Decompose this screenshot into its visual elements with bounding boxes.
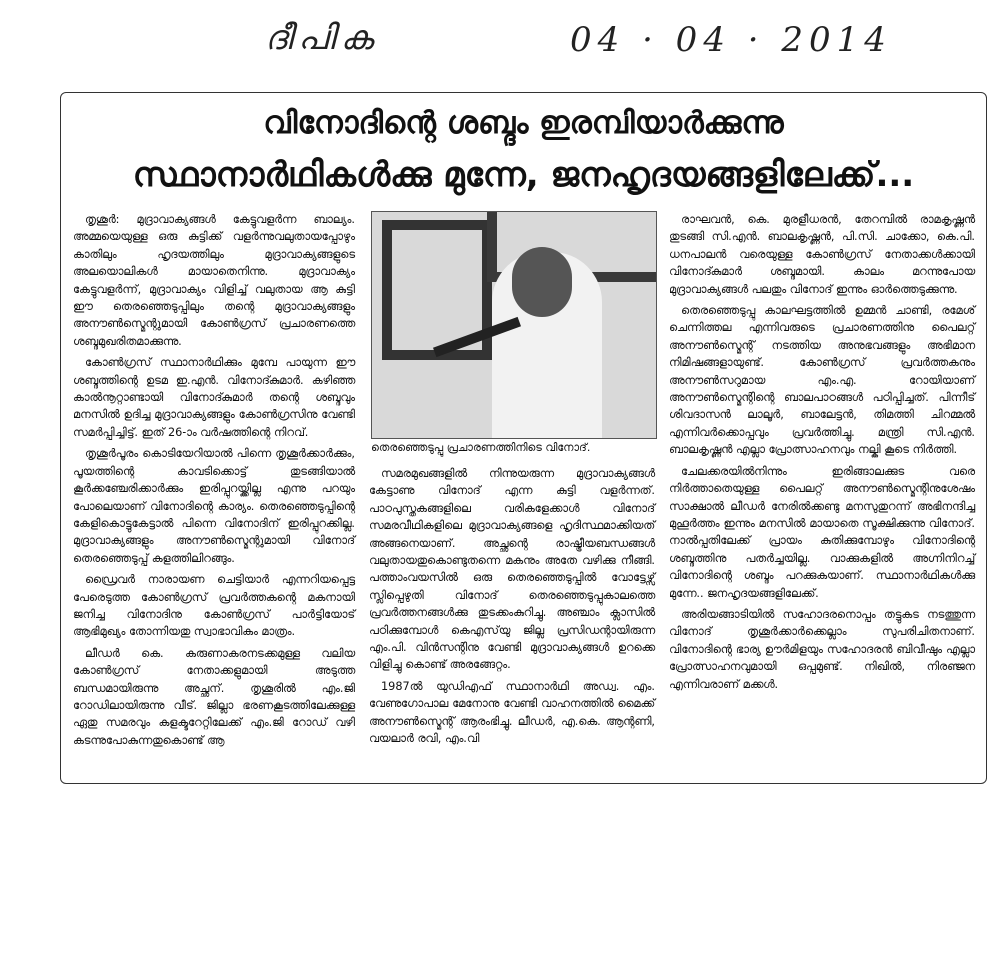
paragraph: തൃശൂർപൂരം കൊടിയേറിയാൽ പിന്നെ തൃശൂർക്കാർക്കും, പൂയത്തിന്റെ കാവടിക്കൊട്ട് തുടങ്ങിയാൽ കൂർക്കഞ്ചേരിക്കാർക്കും ഇരിപ്പുറയ്ക്കില്ല എന്നു പറയും പോലെയാണ് വിനോദിന്റെ കാര്യം. തെരഞ്ഞെടുപ്പിന്റെ കേളികൊട്ടുകേട്ടാൽ പിന്നെ വിനോദിന് ഇരിപ്പുറക്കില്ല. മുദ്രാവാക്യങ്ങളും അനൗൺസ്മെന്റുമായി വിനോദ് തെരഞ്ഞെടുപ്പ് കളത്തിലിറങ്ങും.: [73, 447, 355, 565]
paragraph: തെരഞ്ഞെടുപ്പു കാലഘട്ടത്തിൽ ഉമ്മൻ ചാണ്ടി, രമേശ് ചെന്നിത്തല എന്നിവരുടെ പ്രചാരണത്തിനു പൈലറ്റ് അനൗൺസ്മെന്റ് നടത്തിയ അനുഭവങ്ങളും അഭിമാന നിമിഷങ്ങളായുണ്ട്. കോൺഗ്രസ് പ്രവർത്തകനും അനൗൺസറുമായ എം.എ. റോയിയാണ് അനൗൺസ്മെന്റിന്റെ ബാലപാഠങ്ങൾ പഠിപ്പിച്ചത്. പിന്നീട് ശിവദാസൻ ലാലൂർ, ബാലേട്ടൻ, തിമത്തി ചിറമ്മൽ എന്നിവർക്കൊപ്പവും പ്രവർത്തിച്ചു. മന്ത്രി സി.എൻ. ബാലകൃഷ്ണൻ എല്ലാ പ്രോത്സാഹനവും നല്കി കൂടെ നിർത്തി.: [669, 304, 975, 457]
paragraph: കോൺഗ്രസ് സ്ഥാനാർഥിക്കും മുമ്പേ പായുന്ന ഈ ശബ്ദത്തിന്റെ ഉടമ ഇ.എൻ. വിനോദ്കുമാർ. കഴിഞ്ഞ കാൽനൂറ്റാണ്ടായി വിനോദ്കുമാർ തന്റെ ശബ്ദവും മനസിൽ ഉദിച്ച മുദ്രാവാക്യങ്ങളും കോൺഗ്രസിനു വേണ്ടി സമർപ്പിച്ചിട്ട്. ഇത് 26-ാം വർഷത്തിന്റെ നിറവ്.: [73, 356, 355, 439]
headline-line-1: വിനോദിന്റെ ശബ്ദം ഇരമ്പിയാർക്കുന്നു: [263, 105, 784, 141]
paragraph: സമരമുഖങ്ങളിൽ നിന്നുയരുന്ന മുദ്രാവാക്യങ്ങൾ കേട്ടാണു വിനോദ് എന്ന കുട്ടി വളർന്നത്. പാഠപുസ്തകങ്ങളിലെ വരികളേക്കാൾ വിനോദ് സമരവീഥികളിലെ മുദ്രാവാക്യങ്ങളെ ഹൃദിസ്ഥമാക്കിയത് അങ്ങനെയാണ്. അച്ഛന്റെ രാഷ്ട്രീയബന്ധങ്ങൾ വലുതായതുകൊണ്ടുതന്നെ മകനും അതേ വഴിക്കു നീങ്ങി. പത്താംവയസിൽ ഒരു തെരഞ്ഞെടുപ്പിൽ വോട്ടേഴ്സ് സ്ലിപ്പെഴുതി വിനോദ് തെരഞ്ഞെടുപ്പുകാലത്തെ പ്രവർത്തനങ്ങൾക്കു തുടക്കംകുറിച്ചു. അഞ്ചാം ക്ലാസിൽ പഠിക്കുമ്പോൾ കെഎസ്‌യു ജില്ല പ്രസിഡന്റായിരുന്ന എം.പി. വിൻസന്റിനു വേണ്ടി മുദ്രാവാക്യങ്ങൾ ഉറക്കെ വിളിച്ചു കൊണ്ട് അരങ്ങേറ്റം.: [369, 467, 655, 672]
person-head: [512, 247, 572, 317]
paragraph: അരിയങ്ങാടിയിൽ സഹോദരനൊപ്പം തട്ടുകട നടത്തുന്ന വിനോദ് തൃശൂർക്കാർക്കെല്ലാം സുപരിചിതനാണ്. വിനോദിന്റെ ഭാര്യ ഊർമിളയും സഹോദരൻ ബിവീഷും എല്ലാ പ്രോത്സാഹനവുമായി ഒപ്പമുണ്ട്. നിഖിൽ, നിരഞ്ജന എന്നിവരാണ് മക്കൾ.: [669, 607, 975, 691]
headline-line-2: സ്ഥാനാർഥികൾക്കു മുന്നേ, ജനഹൃദയങ്ങളിലേക്ക്...: [132, 155, 915, 195]
article-column-1: [73, 211, 355, 753]
publication-name-handwritten: ദീപിക: [265, 18, 379, 58]
newspaper-clipping: [60, 92, 987, 784]
article-photo: [371, 211, 657, 439]
photo-caption: തെരഞ്ഞെടുപ്പു പ്രചാരണത്തിനിടെ വിനോദ്.: [371, 441, 591, 454]
paragraph: രാഘവൻ, കെ. മുരളീധരൻ, തേറമ്പിൽ രാമകൃഷ്ണൻ തുടങ്ങി സി.എൻ. ബാലകൃഷ്ണൻ, പി.സി. ചാക്കോ, കെ.പി. ധനപാലൻ വരെയുള്ള കോൺഗ്രസ് നേതാക്കൾക്കായി വിനോദ്കുമാർ ശബ്ദമായി. കാലം മറന്നുപോയ മുദ്രാവാക്യങ്ങൾ പലതും വിനോദ് ഇന്നും ഓർത്തെടുക്കുന്നു.: [669, 213, 975, 296]
paragraph: തൃശൂർ: മുദ്രാവാക്യങ്ങൾ കേട്ടുവളർന്ന ബാല്യം. അമ്മയെയുള്ള ഒരു കുട്ടിക്ക് വളർന്നുവലുതായപ്പോഴും കാതിലും ഹൃദയത്തിലും മുദ്രാവാക്യങ്ങളുടെ അലയൊലികൾ മായാതെനിന്നു. മുദ്രാവാക്യം കേട്ടുവളർന്ന്, മുദ്രാവാക്യം വിളിച്ച് വലുതായ ആ കുട്ടി ഈ തെരഞ്ഞെടുപ്പിലും തന്റെ മുദ്രാവാക്യങ്ങളും അനൗൺസ്മെന്റുമായി കോൺഗ്രസ് പ്രചാരണത്തെ ശബ്ദമുഖരിതമാക്കുന്നു.: [73, 213, 355, 348]
paragraph: ലീഡർ കെ. കരുണാകരനടക്കമുള്ള വലിയ കോൺഗ്രസ് നേതാക്കളുമായി അടുത്ത ബന്ധമായിരുന്നു അച്ഛന്. തൃശൂരിൽ എം.ജി റോഡിലായിരുന്നു വീട്. ജില്ലാ ഭരണകൂടത്തിലേക്കുള്ള ഏതു സമരവും കളക്ടറേറ്റിലേക്ക് എം.ജി റോഡ് വഴി കടന്നുപോകുന്നതുകൊണ്ട് ആ: [73, 646, 355, 747]
date-handwritten: 04 · 04 · 2014: [570, 20, 892, 60]
paragraph: ചേലക്കരയിൽനിന്നും ഇരിങ്ങാലക്കുട വരെ നിർത്താതെയുള്ള പൈലറ്റ് അനൗൺസ്മെന്റിനുശേഷം സാക്ഷാൽ ലീഡർ നേരിൽക്കണ്ടു മനസുതുറന്ന് അഭിനന്ദിച്ച മുഹൂർത്തം ഇന്നും മനസിൽ മായാതെ സൂക്ഷിക്കുന്നു വിനോദ്. നാൽപ്പതിലേക്ക് പ്രായം കുതിക്കുമ്പോഴും വിനോദിന്റെ ശബ്ദത്തിനു പതർച്ചയില്ല. വാക്കുകളിൽ അഗ്നിനിറച്ച് വിനോദിന്റെ ശബ്ദം പറക്കുകയാണ്. സ്ഥാനാർഥികൾക്കു മുന്നേ.. ജനഹൃദയങ്ങളിലേക്ക്.: [669, 464, 975, 600]
article-column-2: [369, 465, 655, 752]
paragraph: ഡ്രൈവർ നാരായണ ചെട്ടിയാർ എന്നറിയപ്പെട്ട പേരെടുത്ത കോൺഗ്രസ് പ്രവർത്തകന്റെ മകനായി ജനിച്ച വിനോദിനു കോൺഗ്രസ് പാർട്ടിയോട് ആഭിമുഖ്യം തോന്നിയതു സ്വാഭാവികം മാത്രം.: [73, 573, 355, 639]
article-column-3: [669, 211, 975, 697]
paragraph: 1987ൽ യുഡിഎഫ് സ്ഥാനാർഥി അഡ്വ. എം. വേണുഗോപാല മേനോനു വേണ്ടി വാഹനത്തിൽ മൈക്ക് അനൗൺസ്മെന്റ് ആരംഭിച്ചു. ലീഡർ, എ.കെ. ആന്റണി, വയലാർ രവി, എം.വി: [369, 679, 655, 746]
